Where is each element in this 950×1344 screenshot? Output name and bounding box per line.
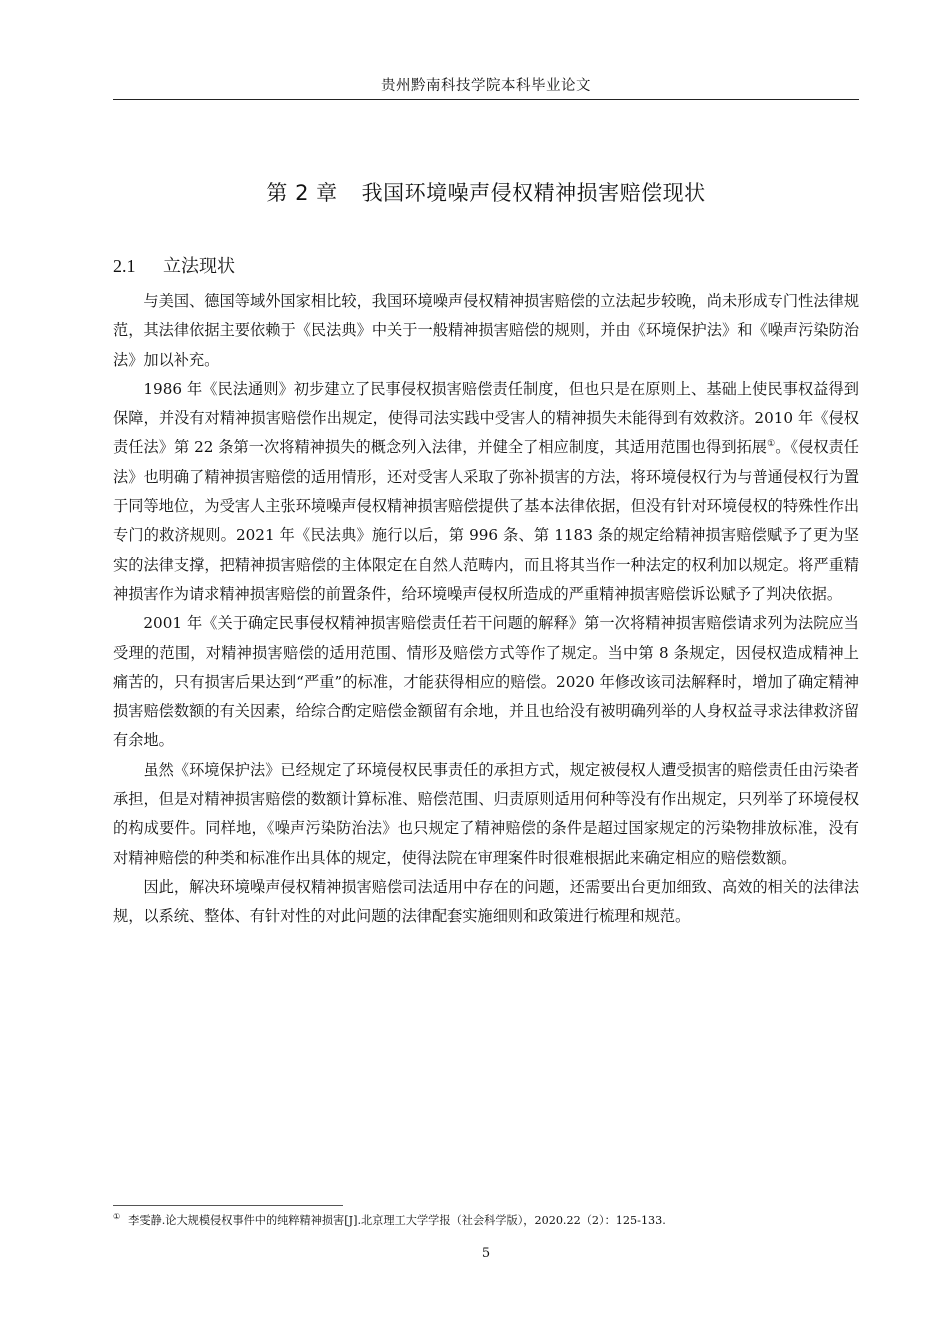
chapter-number: 第 2 章 [266, 181, 338, 205]
section-title-text: 立法现状 [163, 256, 235, 277]
paragraph-2-part-b: 。《侵权责任法》也明确了精神损害赔偿的适用情形，还对受害人采取了弥补损害的方法，将环境侵权行为与普通侵权行为置于同等地位，为受害人主张环境噪声侵权精神损害赔偿提供了基本法律依据，但没有针对环境侵权的特殊性作出专门的救济规则。2021 年《民法典》施行以后，第 996 条、第 1183 条的规定给精神损害赔偿赋予了更为坚实的法律支撑，把精神损害赔偿的主体限定在自然人范畴内，而且将其当作一种法定的权利加以规定。将严重精神损害作为请求精神损害赔偿的前置条件，给环境噪声侵权所造成的严重精神损害赔偿诉讼赋予了判决依据。 [113, 438, 859, 603]
footnote-text: 李雯静.论大规模侵权事件中的纯粹精神损害[J].北京理工大学学报（社会科学版），2020.22（2）：125-133. [128, 1214, 666, 1227]
paragraph-5: 因此，解决环境噪声侵权精神损害赔偿司法适用中存在的问题，还需要出台更加细致、高效的相关的法律法规，以系统、整体、有针对性的对此问题的法律配套实施细则和政策进行梳理和规范。 [113, 877, 859, 926]
paragraph-4: 虽然《环境保护法》已经规定了环境侵权民事责任的承担方式，规定被侵权人遭受损害的赔偿责任由污染者承担，但是对精神损害赔偿的数额计算标准、赔偿范围、归责原则适用何种等没有作出规定，只列举了环境侵权的构成要件。同样地，《噪声污染防治法》也只规定了精神赔偿的条件是超过国家规定的污染物排放标准，没有对精神赔偿的种类和标准作出具体的规定，使得法院在审理案件时很难根据此来确定相应的赔偿数额。 [113, 760, 859, 867]
body-text [113, 287, 859, 932]
paragraph-3: 2001 年《关于确定民事侵权精神损害赔偿责任若干问题的解释》第一次将精神损害赔偿请求列为法院应当受理的范围，对精神损害赔偿的适用范围、情形及赔偿方式等作了规定。当中第 8 条规定，因侵权造成精神上痛苦的，只有损害后果达到“严重”的标准，才能获得相应的赔偿。2020 年修改该司法解释时，增加了确定精神损害赔偿数额的有关因素，给综合酌定赔偿金额留有余地，并且也给没有被明确列举的人身权益寻求法律救济留有余地。 [113, 614, 859, 750]
section-title [113, 253, 859, 280]
running-header: 贵州黔南科技学院本科毕业论文 [381, 78, 591, 94]
chapter-title-text: 我国环境噪声侵权精神损害赔偿现状 [361, 181, 706, 205]
footnote-reference[interactable]: ① [767, 439, 776, 450]
paragraph-1: 与美国、德国等域外国家相比较，我国环境噪声侵权精神损害赔偿的立法起步较晚，尚未形成专门性法律规范，其法律依据主要依赖于《民法典》中关于一般精神损害赔偿的规则，并由《环境保护法》和《噪声污染防治法》加以补充。 [113, 292, 859, 369]
header-rule [113, 99, 859, 100]
page-number: 5 [481, 1246, 491, 1261]
paragraph-2-part-a: 1986 年《民法通则》初步建立了民事侵权损害赔偿责任制度，但也只是在原则上、基础上使民事权益得到保障，并没有对精神损害赔偿作出规定，使得司法实践中受害人的精神损失未能得到有效救济。2010 年《侵权责任法》第 22 条第一次将精神损失的概念列入法律，并健全了相应制度，其适用范围也得到拓展 [113, 379, 859, 457]
section-number: 2.1 [113, 256, 136, 276]
paragraph-2 [113, 375, 859, 609]
footnote [113, 1213, 873, 1229]
chapter-title [113, 178, 859, 208]
footnote-rule [113, 1205, 343, 1206]
footnote-mark: ① [113, 1212, 121, 1222]
